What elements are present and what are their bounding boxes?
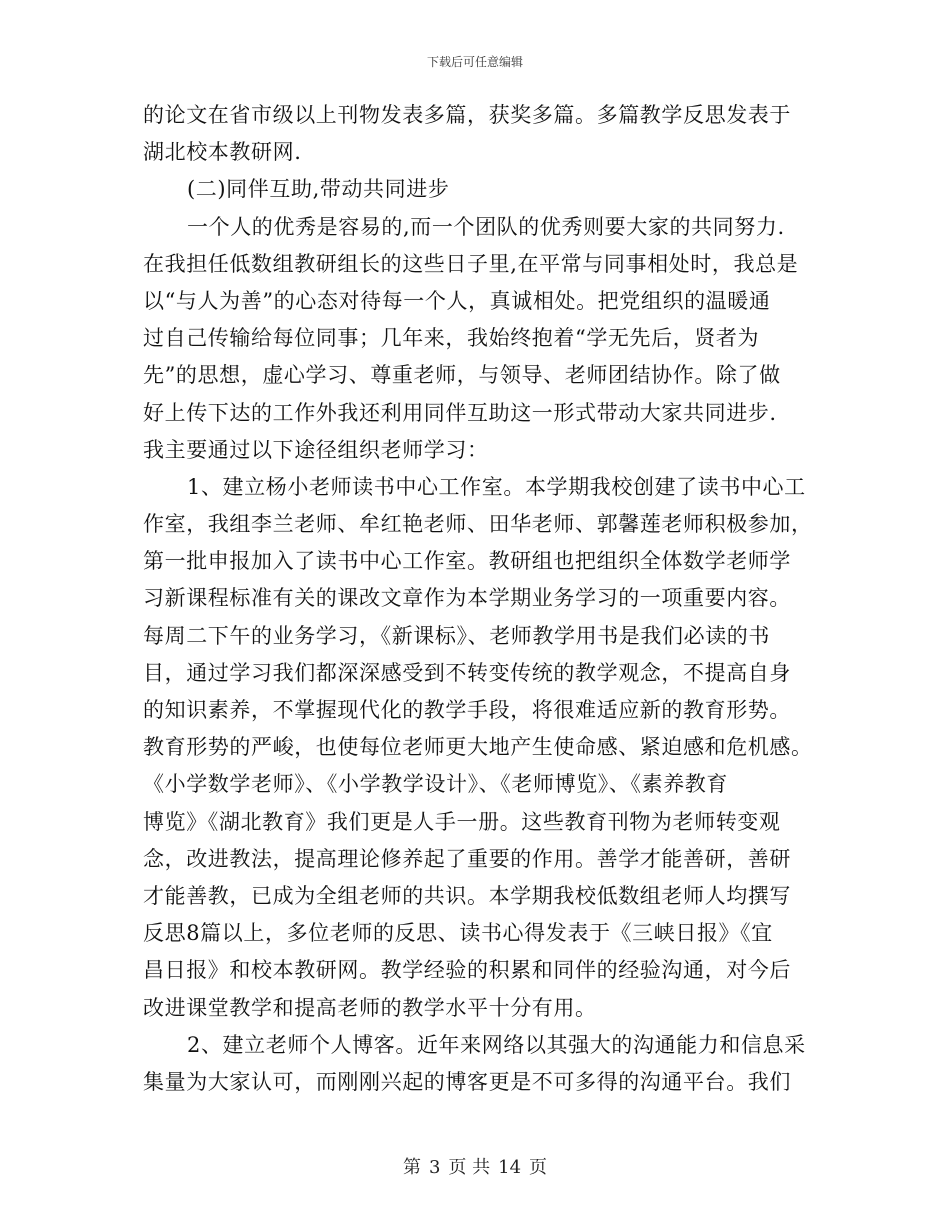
footer-page-number: 3 (428, 1157, 441, 1178)
text-line: 习新课程标准有关的课改文章作为本学期业务学习的一项重要内容。 (143, 586, 791, 611)
text-line: 每周二下午的业务学习，《新课标》、老师教学用书是我们必读的书 (143, 623, 770, 648)
header-text: 下载后可任意编辑 (426, 55, 523, 69)
text-line: 一个人的优秀是容易的,而一个团队的优秀则要大家的共同努力. (187, 214, 785, 239)
text-line: 2、建立老师个人博客。近年来网络以其强大的沟通能力和信息采 (187, 1032, 806, 1057)
document-body (143, 97, 823, 1101)
footer-middle: 页 共 (448, 1157, 491, 1178)
text-line: 博览》《湖北教育》我们更是人手一册。这些教育刊物为老师转变观 (143, 809, 781, 834)
text-line: (二)同伴互助,带动共同进步 (187, 177, 450, 202)
text-line: 目，通过学习我们都深深感受到不转变传统的教学观念，不提高自身 (143, 660, 791, 685)
text-line: 我主要通过以下途径组织老师学习： (143, 437, 489, 462)
text-line: 才能善教，已成为全组老师的共识。本学期我校低数组老师人均撰写 (143, 883, 791, 908)
text-line: 1、建立杨小老师读书中心工作室。本学期我校创建了读书中心工 (187, 474, 806, 499)
text-line: 在我担任低数组教研组长的这些日子里,在平常与同事相处时，我总是 (143, 251, 799, 276)
page-footer (0, 1153, 950, 1179)
text-line: 以“与人为善”的心态对待每一个人，真诚相处。把党组织的温暖通 (143, 288, 771, 313)
footer-suffix: 页 (529, 1157, 548, 1178)
text-line: 湖北校本教研网. (143, 140, 302, 165)
text-line: 教育形势的严峻，也使每位老师更大地产生使命感、紧迫感和危机感。 (143, 735, 813, 760)
footer-total-pages: 14 (498, 1157, 522, 1178)
text-line: 《小学数学老师》、《小学教学设计》、《老师博览》、《素养教育 (143, 772, 728, 797)
text-line: 的知识素养，不掌握现代化的教学手段，将很难适应新的教育形势。 (143, 698, 791, 722)
text-line: 的论文在省市级以上刊物发表多篇，获奖多篇。多篇教学反思发表于 (143, 103, 791, 127)
footer-prefix: 第 (402, 1157, 421, 1178)
text-line: 昌日报》和校本教研网。教学经验的积累和同伴的经验沟通，对今后 (143, 958, 791, 983)
page-header (0, 53, 950, 70)
text-line: 反思8篇以上，多位老师的反思、读书心得发表于《三峡日报》《宜 (143, 921, 773, 946)
text-line: 集量为大家认可，而刚刚兴起的博客更是不可多得的沟通平台。我们 (143, 1069, 791, 1094)
text-line: 先”的思想，虚心学习、尊重老师，与领导、老师团结协作。除了做 (143, 363, 781, 388)
text-line: 改进课堂教学和提高老师的教学水平十分有用。 (143, 995, 597, 1020)
text-line: 好上传下达的工作外我还利用同伴互助这一形式带动大家共同进步. (143, 400, 777, 425)
text-line: 念，改进教法，提高理论修养起了重要的作用。善学才能善研，善研 (143, 846, 791, 871)
text-line: 过自己传输给每位同事；几年来，我始终抱着“学无先后，贤者为 (143, 326, 760, 351)
text-line: 第一批申报加入了读书中心工作室。教研组也把组织全体数学老师学 (143, 549, 791, 574)
text-line: 作室，我组李兰老师、牟红艳老师、田华老师、郭馨莲老师积极参加， (143, 512, 813, 537)
